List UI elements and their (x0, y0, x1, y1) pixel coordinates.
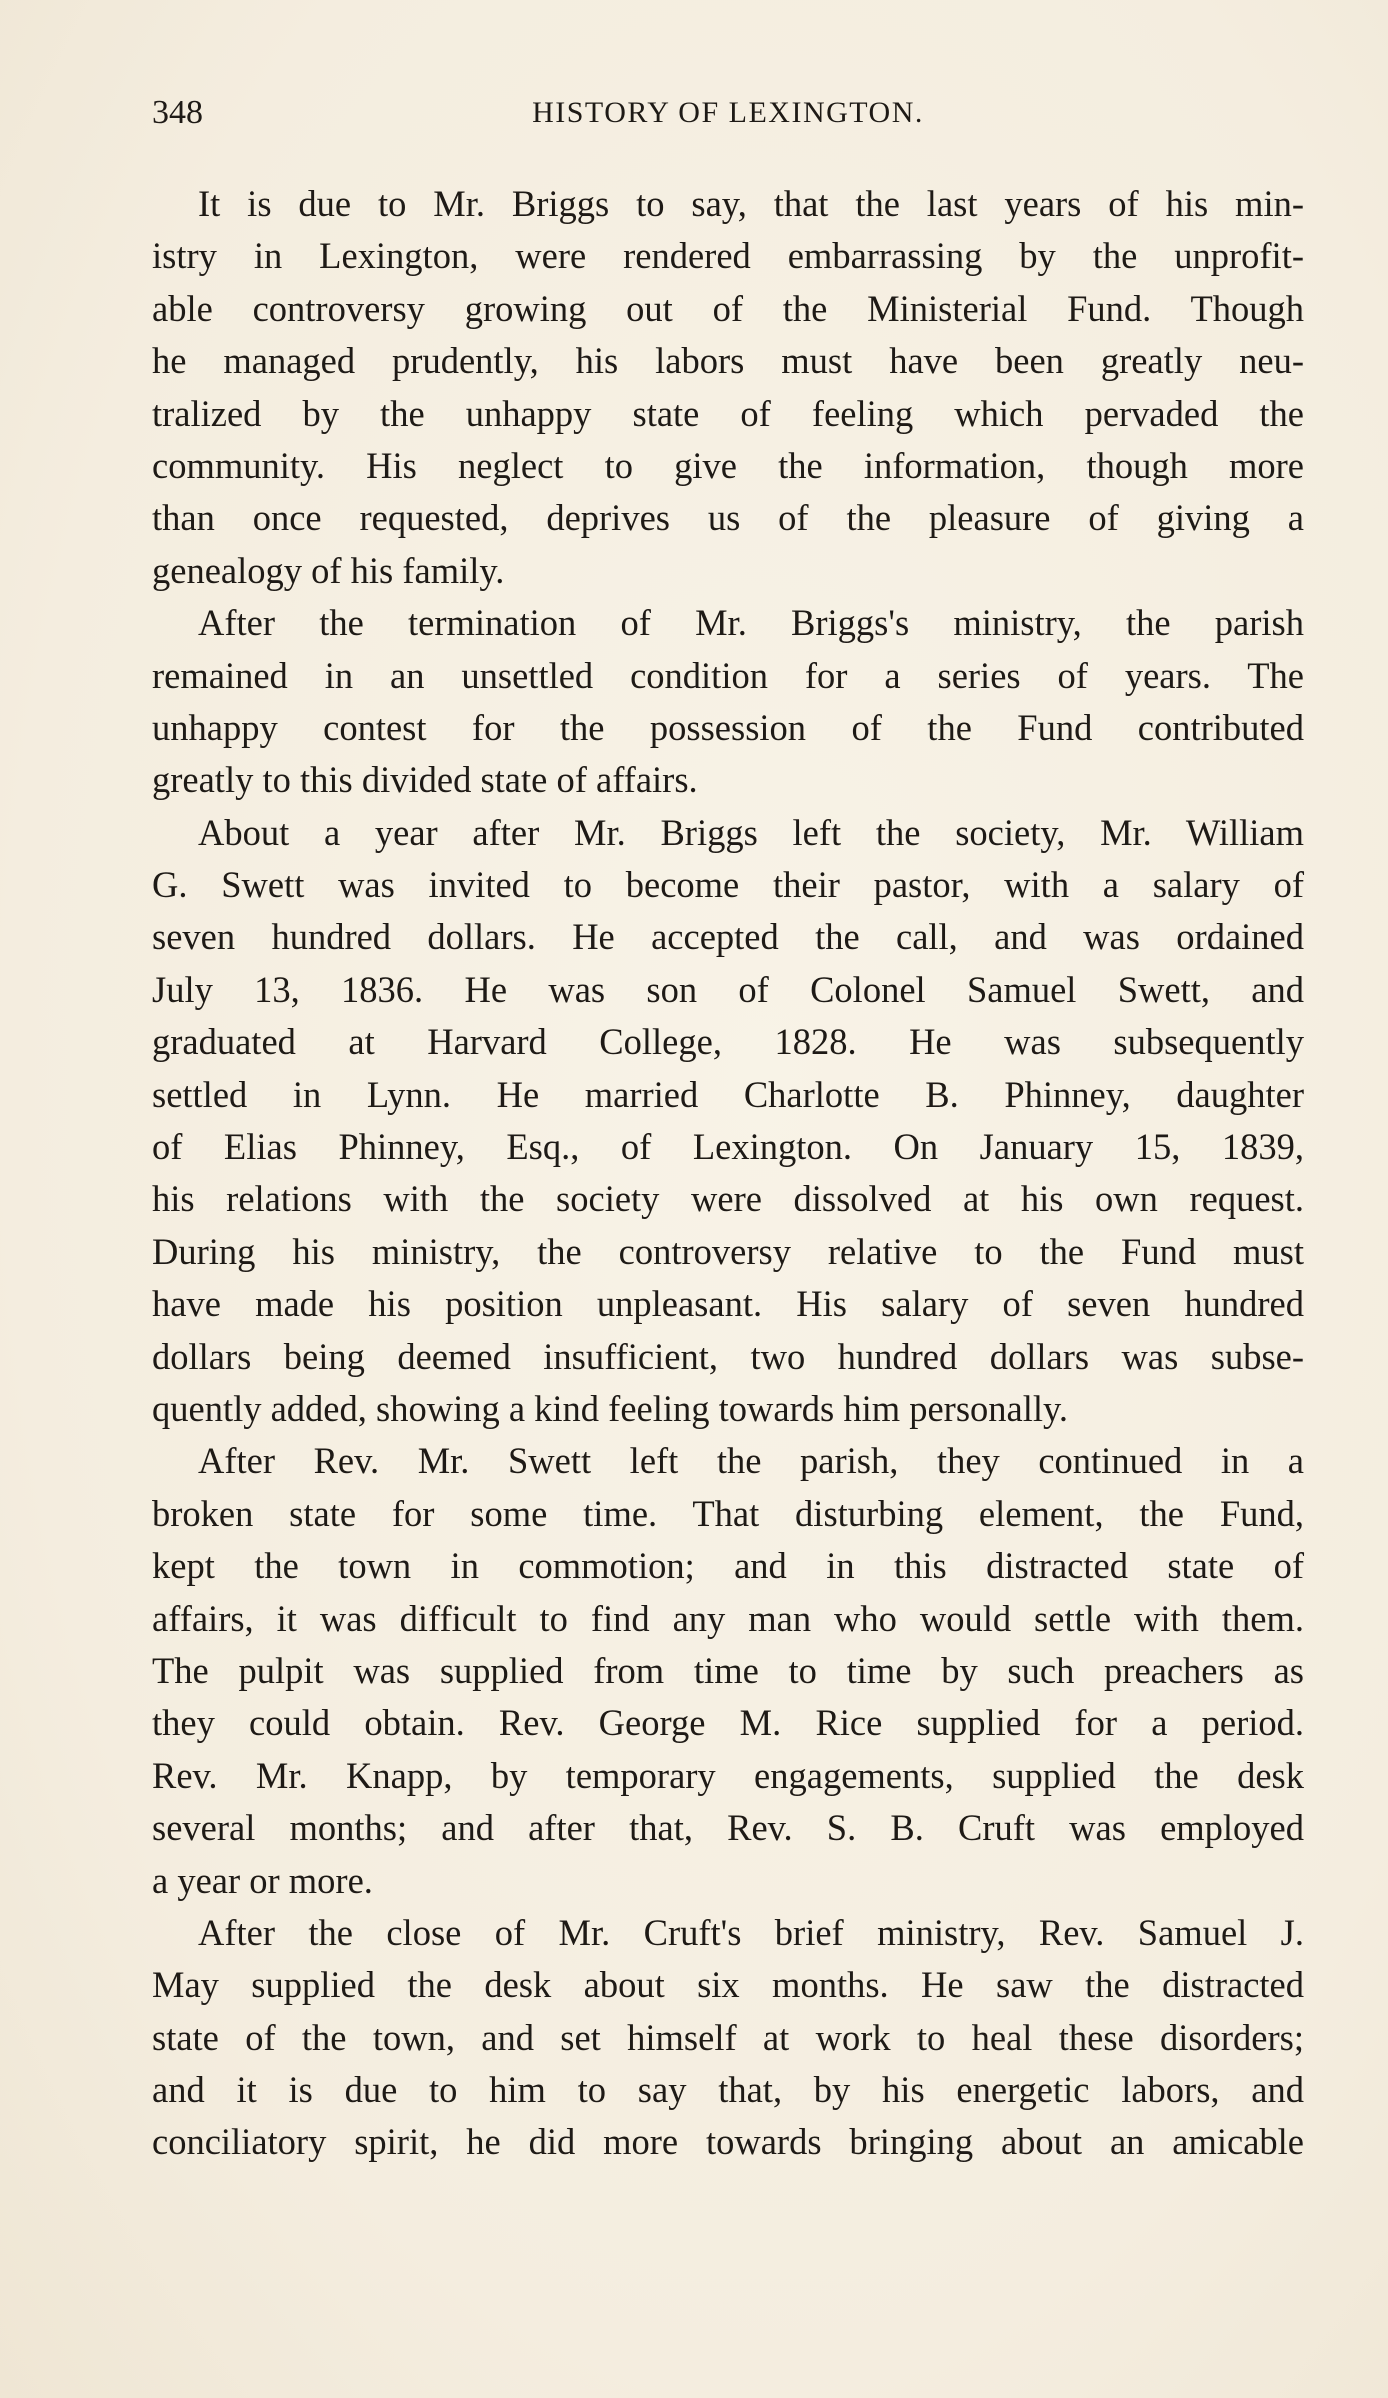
running-title: HISTORY OF LEXINGTON. (532, 96, 924, 129)
text-line: Rev. Mr. Knapp, by temporary engagements, supplied the desk (152, 1754, 1304, 1796)
text-line: several months; and after that, Rev. S. B. Cruft was employed (152, 1807, 1304, 1849)
text-line: G. Swett was invited to become their pastor, with a salary of (152, 864, 1304, 906)
text-line: After the close of Mr. Cruft's brief ministry, Rev. Samuel J. (198, 1911, 1304, 1953)
text-line: July 13, 1836. He was son of Colonel Samuel Swett, and (152, 968, 1304, 1010)
text-line: seven hundred dollars. He accepted the call, and was ordained (152, 916, 1304, 958)
body-text (152, 178, 1304, 2169)
text-line: affairs, it was difficult to find any man who would settle with them. (152, 1597, 1304, 1639)
text-line: greatly to this divided state of affairs. (152, 759, 698, 801)
text-line: he managed prudently, his labors must have been greatly neu- (152, 340, 1304, 382)
paragraph (152, 1907, 1304, 2169)
text-line: broken state for some time. That disturbing element, the Fund, (152, 1492, 1304, 1534)
text-line: During his ministry, the controversy relative to the Fund must (152, 1230, 1304, 1272)
text-line: tralized by the unhappy state of feeling which pervaded the (152, 392, 1304, 434)
text-line: unhappy contest for the possession of the Fund contributed (152, 706, 1304, 748)
text-line: able controversy growing out of the Ministerial Fund. Though (152, 287, 1304, 329)
paragraph (152, 178, 1304, 597)
text-line: After Rev. Mr. Swett left the parish, they continued in a (198, 1440, 1304, 1482)
text-line: than once requested, deprives us of the pleasure of giving a (152, 497, 1304, 539)
text-line: kept the town in commotion; and in this distracted state of (152, 1545, 1304, 1587)
text-line: his relations with the society were dissolved at his own request. (152, 1178, 1304, 1220)
text-line: After the termination of Mr. Briggs's ministry, the parish (198, 602, 1304, 644)
text-line: conciliatory spirit, he did more towards bringing about an amicable (152, 2121, 1304, 2163)
text-line: a year or more. (152, 1859, 373, 1901)
text-line: state of the town, and set himself at work to heal these disorders; (152, 2016, 1304, 2058)
text-line: genealogy of his family. (152, 549, 505, 591)
text-line: community. His neglect to give the information, though more (152, 444, 1304, 486)
text-line: About a year after Mr. Briggs left the society, Mr. William (198, 811, 1304, 853)
page-number: 348 (152, 94, 203, 131)
text-line: of Elias Phinney, Esq., of Lexington. On January 15, 1839, (152, 1126, 1304, 1168)
text-line: and it is due to him to say that, by his energetic labors, and (152, 2069, 1304, 2111)
text-line: settled in Lynn. He married Charlotte B. Phinney, daughter (152, 1073, 1304, 1115)
text-line: quently added, showing a kind feeling towards him personally. (152, 1387, 1069, 1429)
paragraph (152, 807, 1304, 1436)
paragraph (152, 597, 1304, 807)
page-header (152, 88, 1304, 138)
text-line: remained in an unsettled condition for a series of years. The (152, 654, 1304, 696)
text-line: May supplied the desk about six months. He saw the distracted (152, 1964, 1304, 2006)
text-line: istry in Lexington, were rendered embarrassing by the unprofit- (152, 235, 1304, 277)
text-line: have made his position unpleasant. His salary of seven hundred (152, 1283, 1304, 1325)
text-line: they could obtain. Rev. George M. Rice supplied for a period. (152, 1702, 1304, 1744)
text-line: It is due to Mr. Briggs to say, that the last years of his min- (198, 183, 1304, 224)
text-line: dollars being deemed insufficient, two hundred dollars was subse- (152, 1335, 1304, 1377)
paragraph (152, 1435, 1304, 1907)
text-line: The pulpit was supplied from time to time by such preachers as (152, 1649, 1304, 1691)
text-line: graduated at Harvard College, 1828. He was subsequently (152, 1021, 1304, 1063)
